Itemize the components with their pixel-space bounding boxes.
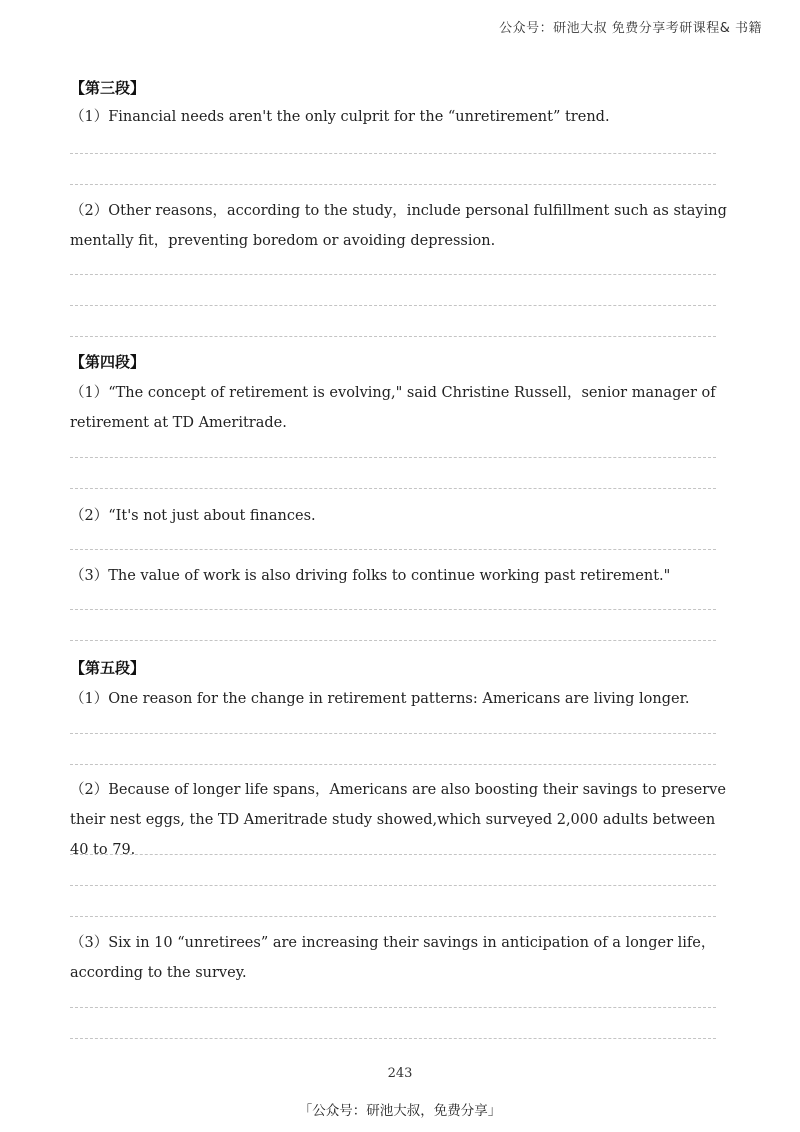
sentence-4-3: （3）The value of work is also driving folks to continue working past retirement." bbox=[70, 568, 671, 584]
sentence-4-2: （2）“It's not just about finances. bbox=[70, 508, 316, 524]
section-title-5: 【第五段】 bbox=[70, 659, 146, 677]
answer-line bbox=[70, 885, 716, 886]
answer-line bbox=[70, 274, 716, 275]
answer-line bbox=[70, 854, 716, 855]
answer-line bbox=[70, 916, 716, 917]
answer-line bbox=[70, 609, 716, 610]
answer-line bbox=[70, 1007, 716, 1008]
sentence-5-1: （1）One reason for the change in retirement patterns: Americans are living longer. bbox=[70, 691, 690, 707]
sentence-4-1: （1）“The concept of retirement is evolving," said Christine Russell，senior manager of retirement at TD Ameritrade. bbox=[70, 385, 716, 431]
answer-line bbox=[70, 457, 716, 458]
section-title-3: 【第三段】 bbox=[70, 79, 146, 97]
sentence-3-2: （2）Other reasons，according to the study，include personal fulfillment such as staying mentally fit，preventing boredom or avoiding depression. bbox=[70, 203, 727, 249]
answer-line bbox=[70, 153, 716, 154]
sentence-3-1: （1）Financial needs aren't the only culprit for the “unretirement” trend. bbox=[70, 109, 610, 125]
answer-line bbox=[70, 733, 716, 734]
answer-line bbox=[70, 640, 716, 641]
section-title-4: 【第四段】 bbox=[70, 353, 146, 371]
answer-line bbox=[70, 336, 716, 337]
answer-line bbox=[70, 549, 716, 550]
answer-line bbox=[70, 184, 716, 185]
page-number: 243 bbox=[387, 1066, 413, 1081]
footer-watermark: 「公众号：研池大叔，免费分享」 bbox=[298, 1103, 502, 1119]
sentence-5-2: （2）Because of longer life spans，Americans are also boosting their savings to preserve their nest eggs, the TD Ameritrade study showed,which surveyed 2,000 adults between 40 to 79. bbox=[70, 782, 726, 858]
answer-line bbox=[70, 1038, 716, 1039]
answer-line bbox=[70, 305, 716, 306]
header-watermark: 公众号：研池大叔 免费分享考研课程& 书籍 bbox=[499, 21, 762, 36]
answer-line bbox=[70, 488, 716, 489]
answer-line bbox=[70, 764, 716, 765]
sentence-5-3: （3）Six in 10 “unretirees” are increasing their savings in anticipation of a longer life，according to the survey. bbox=[70, 935, 716, 981]
